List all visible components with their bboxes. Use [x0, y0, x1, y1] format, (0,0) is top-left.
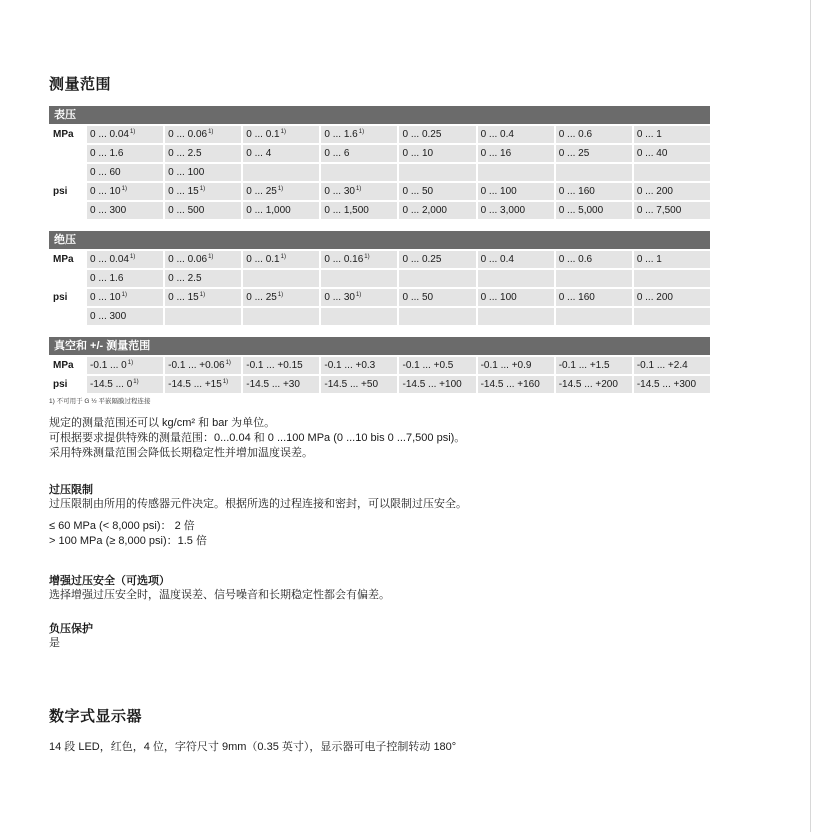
footnote-marker: 1) [277, 186, 284, 192]
unit-cell: psi [49, 376, 85, 393]
range-value: -0.1 ... +0.3 [324, 360, 376, 371]
range-value: 0 ... 0.25 [402, 254, 442, 265]
range-value: 0 ... 1.6 [90, 148, 124, 159]
range-value: 0 ... 0.4 [480, 129, 514, 140]
footnote-marker: 1) [208, 129, 214, 135]
range-value: 0 ... 160 [558, 186, 595, 197]
range-cell [243, 145, 319, 162]
footnote-marker: 1) [358, 129, 365, 135]
range-cell [87, 289, 163, 306]
footnote-marker: 1) [222, 379, 229, 385]
range-cell [243, 126, 319, 143]
footnote-marker: 1) [129, 254, 136, 260]
range-cell [321, 289, 397, 306]
footnote-marker: 1) [355, 292, 362, 298]
range-value: 0 ... 30 [324, 186, 355, 197]
unit-cell: psi [49, 289, 85, 306]
range-value: -14.5 ... 0 [90, 379, 133, 390]
range-value: -14.5 ... +160 [480, 379, 540, 390]
range-cell [87, 164, 163, 181]
range-value: 0 ... 300 [90, 311, 127, 322]
range-cell [399, 183, 475, 200]
range-value: -14.5 ... +300 [636, 379, 697, 390]
measuring-range-title: 测量范围 [49, 76, 112, 93]
range-cell [634, 376, 710, 393]
range-cell [243, 357, 319, 374]
range-cell [243, 202, 319, 219]
limit-line: > 100 MPa (≥ 8,000 psi)：1.5 倍 [49, 535, 207, 547]
range-cell [321, 251, 397, 268]
overpressure-title: 过压限制 [49, 484, 93, 496]
footnote: 1) 不可用于 G ½ 平嵌隔膜过程连接 [49, 398, 151, 405]
footnote-marker: 1) [280, 254, 286, 260]
table-row [49, 376, 710, 393]
range-value: 0 ... 60 [90, 167, 121, 178]
footnote-marker: 1) [133, 379, 139, 385]
unit-cell [49, 270, 85, 287]
range-value: 0 ... 25 [558, 148, 590, 159]
display-title: 数字式显示器 [49, 708, 143, 725]
range-value: 0 ... 15 [168, 186, 199, 197]
range-cell [165, 357, 241, 374]
footnote-marker: 1) [129, 129, 136, 135]
range-cell [478, 202, 554, 219]
range-value: 0 ... 50 [402, 186, 434, 197]
range-value: -0.1 ... +0.5 [402, 360, 454, 371]
range-value: 0 ... 0.16 [324, 254, 364, 265]
range-value: -0.1 ... +0.9 [480, 360, 532, 371]
range-cell [165, 183, 241, 200]
gauge-table [47, 124, 712, 221]
negative-text: 是 [49, 637, 60, 649]
range-value: -0.1 ... 0 [90, 360, 127, 371]
range-value: 0 ... 0.4 [480, 254, 514, 265]
range-cell [165, 251, 241, 268]
range-value: 0 ... 1 [636, 254, 662, 265]
range-value: 0 ... 0.06 [168, 129, 208, 140]
note-line: 采用特殊测量范围会降低长期稳定性并增加温度误差。 [49, 447, 313, 459]
range-cell [87, 376, 163, 393]
range-cell [634, 126, 710, 143]
range-cell [556, 270, 632, 287]
range-cell [243, 251, 319, 268]
range-cell [478, 145, 554, 162]
range-cell [478, 357, 554, 374]
table-row [49, 183, 710, 200]
range-value: 0 ... 0.04 [90, 129, 129, 140]
range-cell [634, 164, 710, 181]
range-cell [321, 126, 397, 143]
range-value: 0 ... 0.04 [90, 254, 129, 265]
range-value: 0 ... 100 [168, 167, 205, 178]
table-row [49, 126, 710, 143]
range-value: 0 ... 100 [480, 186, 517, 197]
unit-cell: MPa [49, 251, 85, 268]
range-value: 0 ... 500 [168, 205, 205, 216]
range-value: 0 ... 30 [324, 292, 355, 303]
range-cell [399, 145, 475, 162]
range-cell [243, 270, 319, 287]
gauge-header: 表压 [49, 106, 710, 124]
range-cell [243, 308, 319, 325]
range-value: 0 ... 16 [480, 148, 512, 159]
range-cell [478, 164, 554, 181]
range-value: 0 ... 200 [636, 186, 673, 197]
range-value: 0 ... 25 [246, 292, 277, 303]
range-value: -0.1 ... +0.15 [246, 360, 303, 371]
range-value: -14.5 ... +15 [168, 379, 222, 390]
range-cell [634, 289, 710, 306]
footnote-marker: 1) [199, 292, 206, 298]
footnote-marker: 1) [121, 292, 127, 298]
range-cell [321, 270, 397, 287]
footnote-marker: 1) [364, 254, 370, 260]
negative-title: 负压保护 [49, 623, 93, 635]
range-value: 0 ... 300 [90, 205, 127, 216]
footnote-marker: 1) [121, 186, 127, 192]
range-cell [556, 376, 632, 393]
range-value: -14.5 ... +200 [558, 379, 618, 390]
table-row [49, 164, 710, 181]
range-value: 0 ... 0.06 [168, 254, 208, 265]
range-cell [556, 289, 632, 306]
range-cell [634, 251, 710, 268]
table-row [49, 357, 710, 374]
range-value: 0 ... 2,000 [402, 205, 447, 216]
display-text: 14 段 LED，红色，4 位，字符尺寸 9mm（0.35 英寸），显示器可电子控制转动 180° [49, 741, 457, 753]
range-cell [321, 357, 397, 374]
range-value: -14.5 ... +50 [324, 379, 379, 390]
range-value: -0.1 ... +2.4 [636, 360, 688, 371]
table-row [49, 308, 710, 325]
range-cell [634, 145, 710, 162]
range-cell [399, 289, 475, 306]
range-notes [49, 416, 465, 461]
vacuum-header: 真空和 +/- 测量范围 [49, 337, 710, 355]
unit-cell [49, 308, 85, 325]
enhanced-title: 增强过压安全（可选项） [49, 575, 170, 587]
range-cell [321, 376, 397, 393]
range-value: 0 ... 5,000 [558, 205, 604, 216]
unit-cell [49, 164, 85, 181]
footnote-marker: 1) [208, 254, 214, 260]
footnote-marker: 1) [280, 129, 286, 135]
range-cell [321, 202, 397, 219]
range-cell [165, 202, 241, 219]
range-value: 0 ... 10 [90, 292, 121, 303]
range-cell [321, 183, 397, 200]
range-value: 0 ... 6 [324, 148, 350, 159]
range-cell [87, 202, 163, 219]
page-edge-line [810, 0, 811, 832]
range-value: 0 ... 0.6 [558, 129, 593, 140]
range-cell [478, 308, 554, 325]
range-value: 0 ... 160 [558, 292, 595, 303]
note-line: 可根据要求提供特殊的测量范围：0...0.04 和 0 ...100 MPa (0 ...10 bis 0 ...7,500 psi)。 [49, 432, 466, 444]
range-cell [478, 289, 554, 306]
range-cell [321, 145, 397, 162]
footnote-marker: 1) [127, 360, 134, 366]
range-value: 0 ... 1.6 [324, 129, 358, 140]
absolute-table [47, 249, 712, 327]
range-value: 0 ... 40 [636, 148, 668, 159]
range-value: 0 ... 7,500 [636, 205, 682, 216]
range-cell [634, 308, 710, 325]
range-value: 0 ... 200 [636, 292, 673, 303]
range-cell [478, 270, 554, 287]
overpressure-text: 过压限制由所用的传感器元件决定。根据所选的过程连接和密封，可以限制过压安全。 [49, 498, 467, 510]
range-cell [399, 357, 475, 374]
footnote-marker: 1) [355, 186, 362, 192]
range-cell [87, 145, 163, 162]
range-cell [478, 376, 554, 393]
range-cell [399, 126, 475, 143]
range-cell [556, 202, 632, 219]
range-value: 0 ... 25 [246, 186, 277, 197]
range-cell [399, 376, 475, 393]
unit-cell: MPa [49, 126, 85, 143]
range-cell [399, 308, 475, 325]
range-cell [165, 376, 241, 393]
table-row [49, 289, 710, 306]
range-cell [243, 164, 319, 181]
range-cell [165, 126, 241, 143]
footnote-marker: 1) [199, 186, 206, 192]
table-row [49, 251, 710, 268]
range-cell [556, 183, 632, 200]
range-cell [478, 183, 554, 200]
vacuum-section [49, 337, 710, 395]
range-cell [399, 202, 475, 219]
range-cell [634, 202, 710, 219]
range-cell [478, 251, 554, 268]
range-cell [87, 251, 163, 268]
range-cell [165, 270, 241, 287]
range-value: 0 ... 0.1 [246, 254, 280, 265]
unit-cell [49, 145, 85, 162]
note-line: 规定的测量范围还可以 kg/cm² 和 bar 为单位。 [49, 417, 276, 429]
range-value: 0 ... 0.25 [402, 129, 442, 140]
range-cell [165, 308, 241, 325]
absolute-section [49, 231, 710, 327]
range-cell [634, 270, 710, 287]
range-value: 0 ... 100 [480, 292, 517, 303]
overpressure-limits [49, 519, 207, 549]
footnote-marker: 1) [277, 292, 284, 298]
range-value: -0.1 ... +0.06 [168, 360, 225, 371]
range-value: 0 ... 0.6 [558, 254, 593, 265]
range-value: 0 ... 15 [168, 292, 199, 303]
range-cell [399, 251, 475, 268]
range-cell [399, 270, 475, 287]
range-cell [556, 145, 632, 162]
range-cell [87, 308, 163, 325]
unit-cell [49, 202, 85, 219]
enhanced-text: 选择增强过压安全时，温度误差、信号噪音和长期稳定性都会有偏差。 [49, 589, 390, 601]
gauge-section [49, 106, 710, 221]
range-value: 0 ... 1,000 [246, 205, 291, 216]
range-cell [556, 357, 632, 374]
range-cell [634, 357, 710, 374]
unit-cell: MPa [49, 357, 85, 374]
range-value: 0 ... 2.5 [168, 273, 202, 284]
range-value: 0 ... 1.6 [90, 273, 124, 284]
range-cell [243, 289, 319, 306]
range-cell [243, 376, 319, 393]
range-value: 0 ... 1,500 [324, 205, 369, 216]
range-cell [556, 126, 632, 143]
range-value: 0 ... 1 [636, 129, 662, 140]
range-value: -14.5 ... +100 [402, 379, 462, 390]
range-cell [87, 126, 163, 143]
range-value: 0 ... 10 [402, 148, 434, 159]
range-value: 0 ... 2.5 [168, 148, 202, 159]
range-value: -14.5 ... +30 [246, 379, 300, 390]
range-cell [556, 164, 632, 181]
table-row [49, 202, 710, 219]
range-cell [321, 308, 397, 325]
range-value: 0 ... 0.1 [246, 129, 280, 140]
range-cell [87, 270, 163, 287]
absolute-header: 绝压 [49, 231, 710, 249]
range-cell [556, 251, 632, 268]
range-cell [165, 289, 241, 306]
table-row [49, 270, 710, 287]
range-cell [87, 183, 163, 200]
range-value: 0 ... 10 [90, 186, 121, 197]
limit-line: ≤ 60 MPa (< 8,000 psi)： 2 倍 [49, 520, 195, 532]
range-cell [87, 357, 163, 374]
unit-cell: psi [49, 183, 85, 200]
range-cell [399, 164, 475, 181]
range-cell [243, 183, 319, 200]
range-cell [478, 126, 554, 143]
range-cell [165, 145, 241, 162]
range-value: 0 ... 50 [402, 292, 434, 303]
range-cell [634, 183, 710, 200]
range-value: 0 ... 4 [246, 148, 272, 159]
range-cell [321, 164, 397, 181]
footnote-marker: 1) [225, 360, 231, 366]
table-row [49, 145, 710, 162]
vacuum-table [47, 355, 712, 395]
range-cell [556, 308, 632, 325]
range-value: 0 ... 3,000 [480, 205, 526, 216]
range-value: -0.1 ... +1.5 [558, 360, 610, 371]
range-cell [165, 164, 241, 181]
